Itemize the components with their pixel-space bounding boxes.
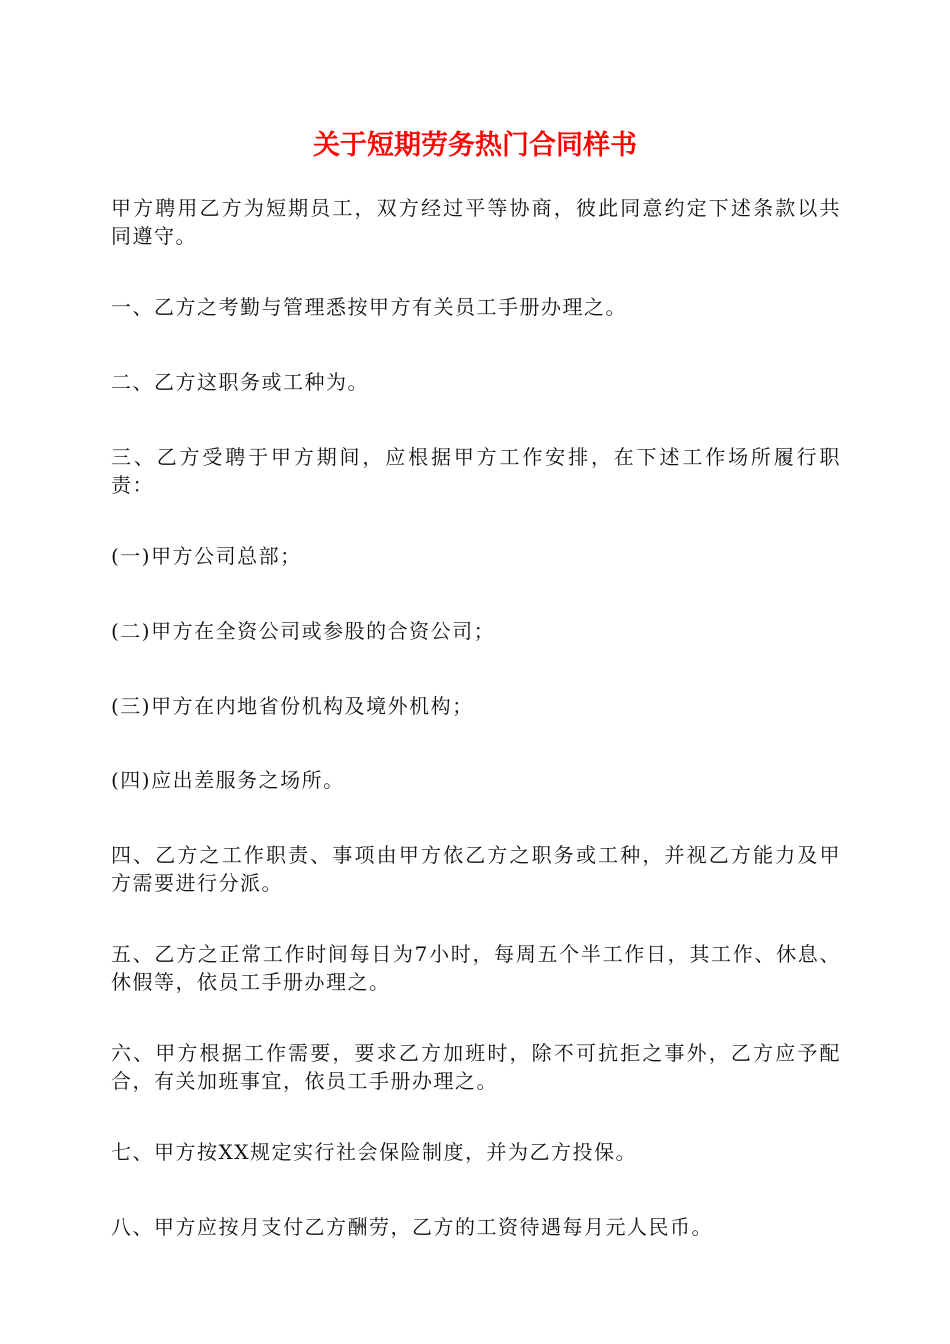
- paragraph-clause-1: 一、乙方之考勤与管理悉按甲方有关员工手册办理之。: [111, 295, 627, 319]
- paragraph-item-3: (三)甲方在内地省份机构及境外机构；: [111, 694, 474, 718]
- paragraph-clause-2: 二、乙方这职务或工种为。: [111, 370, 369, 394]
- paragraph-intro: 甲方聘用乙方为短期员工，双方经过平等协商，彼此同意约定下述条款以共同遵守。: [111, 196, 841, 248]
- paragraph-clause-3: 三、乙方受聘于甲方期间，应根据甲方工作安排，在下述工作场所履行职责：: [111, 445, 841, 497]
- paragraph-clause-6: 六、甲方根据工作需要，要求乙方加班时，除不可抗拒之事外，乙方应予配合，有关加班事宜，依员工手册办理之。: [111, 1041, 841, 1093]
- paragraph-item-1: (一)甲方公司总部；: [111, 544, 302, 568]
- paragraph-clause-4: 四、乙方之工作职责、事项由甲方依乙方之职务或工种，并视乙方能力及甲方需要进行分派。: [111, 843, 841, 895]
- document-title: 关于短期劳务热门合同样书: [313, 130, 637, 161]
- paragraph-clause-7: 七、甲方按XX规定实行社会保险制度，并为乙方投保。: [111, 1140, 637, 1164]
- paragraph-item-2: (二)甲方在全资公司或参股的合资公司；: [111, 619, 496, 643]
- paragraph-clause-8: 八、甲方应按月支付乙方酬劳，乙方的工资待遇每月元人民币。: [111, 1215, 713, 1239]
- paragraph-item-4: (四)应出差服务之场所。: [111, 768, 345, 792]
- paragraph-clause-5: 五、乙方之正常工作时间每日为7小时，每周五个半工作日，其工作、休息、休假等，依员工手册办理之。: [111, 942, 841, 994]
